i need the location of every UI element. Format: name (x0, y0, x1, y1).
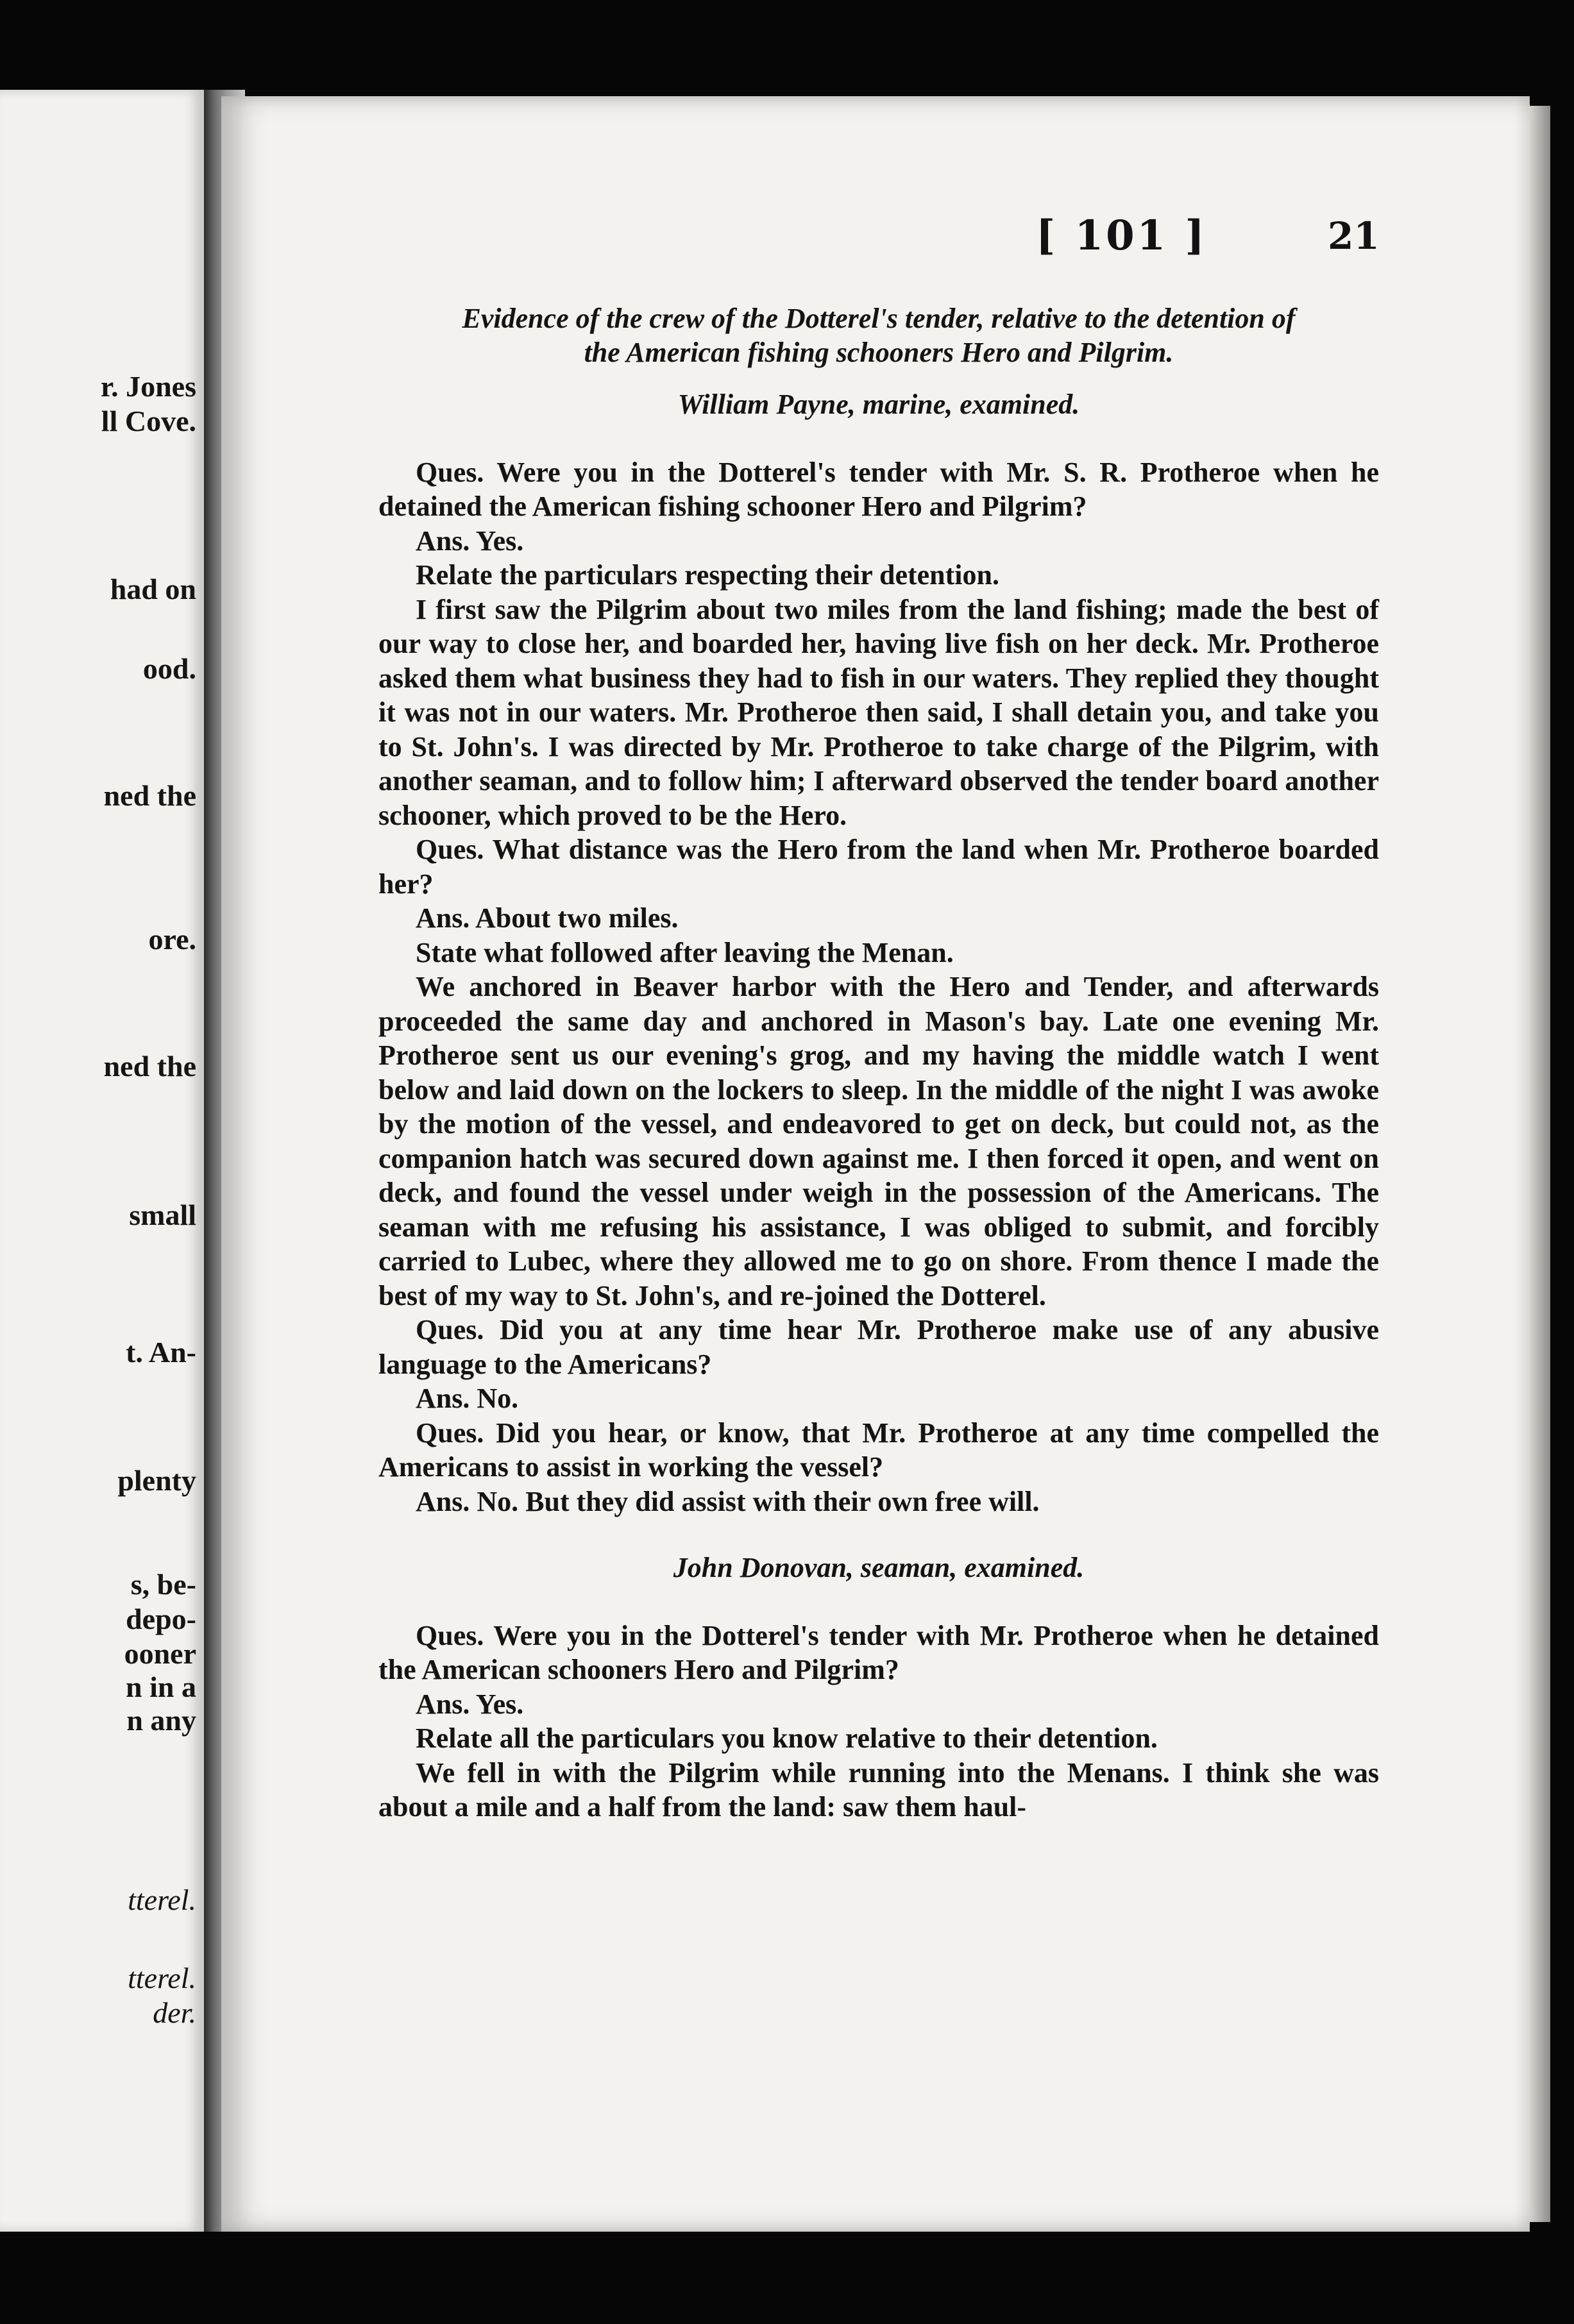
left-page-fragment: r. Jones (100, 370, 196, 403)
paragraph: Ans. Yes. (416, 1688, 524, 1720)
paragraph: State what followed after leaving the Menan. (416, 936, 954, 968)
left-page-fragment: ned the (103, 1050, 196, 1082)
left-page-fragment: ll Cove. (101, 405, 196, 437)
left-page-fragment: n in a (126, 1671, 196, 1703)
left-page-fragment: tterel. (128, 1962, 196, 1994)
paragraph: Ques. Did you at any time hear Mr. Protheroe make use of any abusive language to the Americans? (378, 1314, 1379, 1380)
left-page-fragment: s, be- (130, 1568, 196, 1601)
left-page-fragment: had on (110, 573, 196, 605)
paragraph: Ques. Were you in the Dotterel's tender with Mr. Protheroe when he detained the American schooners Hero and Pilgrim? (378, 1619, 1379, 1685)
section-title-line: the American fishing schooners Hero and Pilgrim. (584, 337, 1174, 368)
examination-heading: John Donovan, seaman, examined. (673, 1552, 1085, 1583)
paragraph: Ans. No. (416, 1383, 519, 1414)
paragraph: Ans. No. But they did assist with their own free will. (416, 1485, 1040, 1517)
left-page-fragment: plenty (117, 1464, 196, 1497)
paragraph: Ans. Yes. (416, 525, 524, 557)
left-page-fragment: small (129, 1199, 196, 1231)
paragraph: Ques. What distance was the Hero from the land when Mr. Protheroe boarded her? (378, 834, 1379, 900)
examination-block (378, 387, 1379, 1519)
section-title-line: Evidence of the crew of the Dotterel's tender, relative to the detention of (462, 303, 1296, 334)
paragraph: We anchored in Beaver harbor with the Hero and Tender, and afterwards proceeded the same day and anchored in Mason's bay. Late one evening Mr. Protheroe sent us our evening's grog, and my having the middle watch I went below and laid down on the lockers to sleep. In the middle of the night I was awoke by the motion of the vessel, and endeavored to get on deck, but could not, as the companion hatch was secured down against me. I then forced it open, and went on deck, and found the vessel under weigh in the possession of the Americans. The seaman with me refusing his assistance, I was obliged to submit, and forcibly carried to Lubec, where they allowed me to go on shore. From thence I made the best of my way to St. John's, and re-joined the Dotterel. (378, 971, 1379, 1311)
examination-block (378, 1551, 1379, 1824)
paragraph: Ans. About two miles. (416, 902, 679, 934)
left-page-fragment: der. (153, 1996, 196, 2029)
left-page-fragment: tterel. (128, 1883, 196, 1916)
left-page-fragment: ooner (124, 1637, 196, 1670)
paragraph: Relate the particulars respecting their detention. (416, 559, 999, 591)
section-title (378, 301, 1379, 369)
left-page-fragment: ned the (103, 779, 196, 812)
left-page-fragment: n any (126, 1704, 196, 1737)
previous-page-margin (0, 90, 204, 2232)
left-page-fragment: ood. (142, 652, 196, 685)
page-number: [ 101 ] (1036, 212, 1207, 260)
paragraph: Relate all the particulars you know relative to their detention. (416, 1722, 1158, 1754)
left-page-fragment: ore. (148, 923, 196, 956)
left-page-fragment: t. An- (126, 1336, 196, 1368)
signature-number: 21 (1328, 214, 1380, 258)
paragraph: Ques. Were you in the Dotterel's tender with Mr. S. R. Protheroe when he detained the American fishing schooner Hero and Pilgrim? (378, 456, 1379, 522)
paragraph: I first saw the Pilgrim about two miles from the land fishing; made the best of our way to close her, and boarded her, having live fish on her deck. Mr. Protheroe asked them what business they had to fish in our waters. They replied they thought it was not in our waters. Mr. Protheroe then said, I shall detain you, and take you to St. John's. I was directed by Mr. Protheroe to take charge of the Pilgrim, with another seaman, and to follow him; I afterward observed the tender board another schooner, which proved to be the Hero. (378, 593, 1379, 831)
document-page (221, 96, 1530, 2232)
examination-heading: William Payne, marine, examined. (677, 389, 1080, 420)
page-body (378, 301, 1379, 1824)
page-header (221, 212, 1530, 269)
left-page-fragment: depo- (126, 1603, 196, 1635)
page-edge (1530, 106, 1550, 2222)
paragraph: Ques. Did you hear, or know, that Mr. Protheroe at any time compelled the Americans to assist in working the vessel? (378, 1417, 1379, 1483)
paragraph: We fell in with the Pilgrim while running into the Menans. I think she was about a mile and a half from the land: saw them haul- (378, 1756, 1379, 1823)
